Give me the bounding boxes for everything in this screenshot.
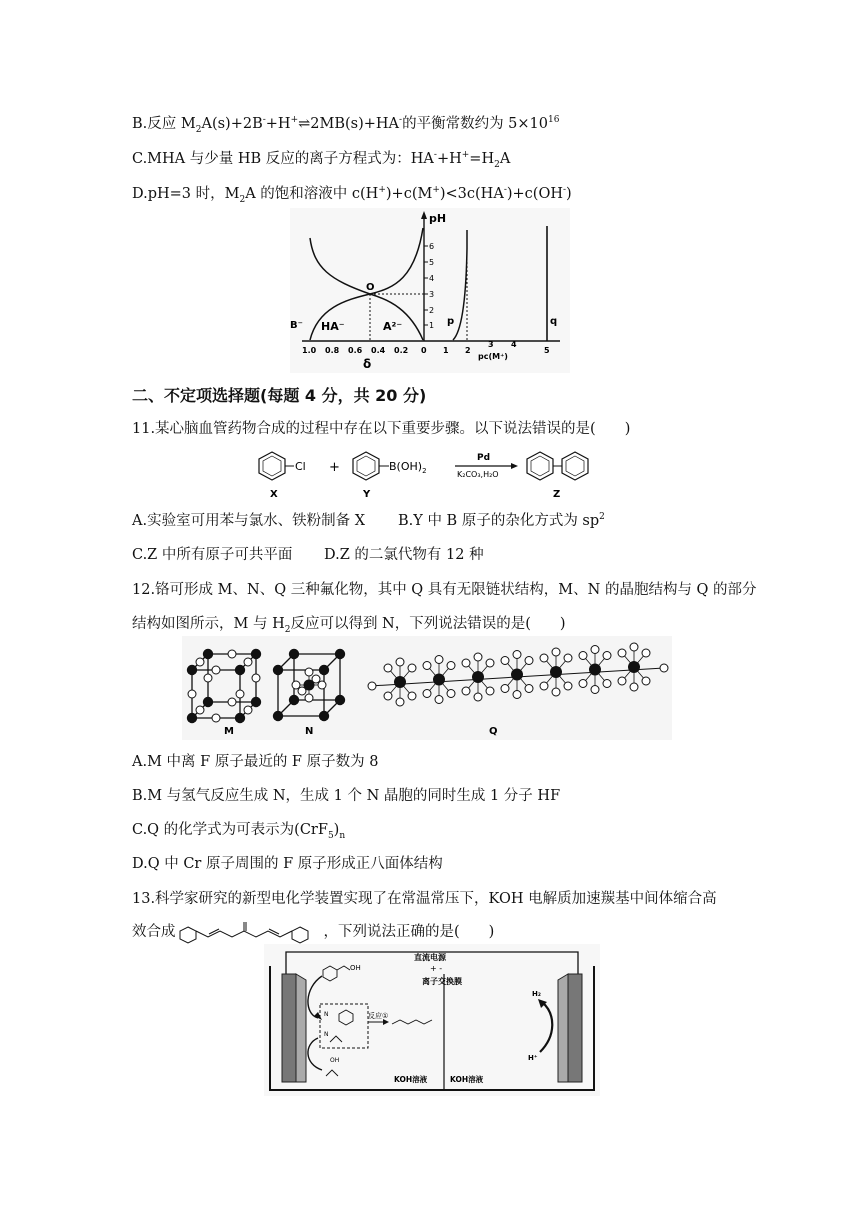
f-atom [525, 657, 533, 665]
q11-option-c: C.Z 中所有原子可共平面 [132, 547, 293, 563]
f-atom [642, 649, 650, 657]
f-atom [591, 686, 599, 694]
delta-tick: 0.2 [394, 346, 409, 355]
oh-label: OH [350, 964, 361, 972]
cr-atom [187, 665, 197, 675]
f-atom [540, 654, 548, 662]
f-atom [579, 652, 587, 660]
f-atom [244, 658, 252, 666]
f-atom [312, 675, 320, 683]
f-atom [513, 651, 521, 659]
f-atom [474, 653, 482, 661]
f-atom [603, 652, 611, 660]
label-x: X [270, 489, 278, 500]
q12-option-b: B.M 与氢气反应生成 N，生成 1 个 N 晶胞的同时生成 1 分子 HF [132, 788, 561, 804]
koh-left-label: KOH溶液 [394, 1075, 428, 1084]
f-atom [603, 680, 611, 688]
q-label: q [550, 316, 558, 327]
f-atom [423, 662, 431, 670]
cr-atom [589, 664, 601, 676]
cr-atom [187, 713, 197, 723]
q12-option-d: D.Q 中 Cr 原子周围的 F 原子形成正八面体结构 [132, 856, 443, 872]
label-z: Z [553, 489, 561, 500]
ph-tick: 5 [429, 258, 435, 267]
f-atom [474, 693, 482, 701]
plus-sign: + [329, 460, 340, 475]
q11-stem: 11.某心脑血管药物合成的过程中存在以下重要步骤。以下说法错误的是( ) [132, 421, 631, 437]
f-atom [396, 658, 404, 666]
q13-stem-line2: 效合成 ，下列说法正确的是( ) [132, 919, 494, 945]
koh-right-label: KOH溶液 [450, 1075, 484, 1084]
reaction-1-label: 反应① [368, 1012, 389, 1020]
q11-option-a: A.实验室可用苯与氯水、铁粉制备 X [132, 513, 366, 529]
q12-crystal-structures [182, 636, 672, 740]
q11-option-b: B.Y 中 B 原子的杂化方式为 $sp^2$ [398, 512, 605, 529]
q12-option-a: A.M 中离 F 原子最近的 F 原子数为 8 [132, 754, 379, 770]
membrane-label: 离子交换膜 [422, 977, 462, 986]
pc-tick: 2 [465, 346, 471, 355]
cr-atom [628, 661, 640, 673]
cr-atom [319, 665, 329, 675]
f-atom [552, 688, 560, 696]
power-supply-label: 直流电源 [414, 953, 446, 962]
cr-atom [511, 669, 523, 681]
delta-tick: 1.0 [302, 346, 317, 355]
f-atom [212, 714, 220, 722]
f-atom [292, 681, 300, 689]
pc-tick: 4 [511, 340, 517, 349]
h2-label: H₂ [532, 990, 541, 998]
q13-stem-line1: 13.科学家研究的新型电化学装置实现了在常温常压下，KOH 电解质加速羰基中间体缩合高 [132, 891, 717, 907]
f-atom [305, 668, 313, 676]
f-atom [435, 696, 443, 704]
f-atom [447, 690, 455, 698]
f-atom [540, 682, 548, 690]
q11-reaction-scheme [252, 442, 622, 504]
f-atom [305, 694, 313, 702]
f-atom [252, 674, 260, 682]
f-atom [196, 706, 204, 714]
f-atom [579, 680, 587, 688]
boronic-acid-group: $B(OH)_2$ [389, 460, 427, 475]
f-atom [396, 698, 404, 706]
cr-atom [235, 665, 245, 675]
ph-axis-label: pH [429, 212, 447, 225]
f-atom [212, 666, 220, 674]
b-label: B⁻ [290, 320, 303, 331]
anode [282, 974, 296, 1082]
pc-tick: 5 [544, 346, 550, 355]
dibenzylideneacetone-structure [176, 919, 324, 945]
label-n: N [305, 726, 314, 737]
cr-atom [319, 711, 329, 721]
q12-stem-line1: 12.铬可形成 M、N、Q 三种氟化物，其中 Q 具有无限链状结构，M、N 的晶胞结构与 Q 的部分 [132, 582, 757, 598]
cr-atom [289, 695, 299, 705]
cr-atom [335, 695, 345, 705]
pc-label: pc(M⁺) [478, 352, 508, 361]
f-atom [462, 687, 470, 695]
f-atom [642, 677, 650, 685]
pc-tick: 1 [443, 346, 449, 355]
cr-atom [433, 674, 445, 686]
cr-atom [335, 649, 345, 659]
f-atom [368, 682, 376, 690]
atom-n2: N [324, 1031, 329, 1038]
delta-tick: 0 [421, 346, 427, 355]
label-q: Q [489, 726, 498, 737]
delta-tick: 0.4 [371, 346, 386, 355]
point-o-label: O [366, 282, 375, 293]
f-atom [630, 683, 638, 691]
cr-atom [251, 697, 261, 707]
cr-atom [273, 665, 283, 675]
a2-label: A²⁻ [383, 320, 403, 333]
ph-tick: 3 [429, 290, 435, 299]
ha-label: HA⁻ [321, 320, 345, 333]
f-atom [564, 682, 572, 690]
f-atom [525, 685, 533, 693]
isopropanol-oh: OH [330, 1057, 340, 1064]
f-atom [236, 690, 244, 698]
cr-atom [394, 676, 406, 688]
f-atom [188, 690, 196, 698]
f-atom [630, 643, 638, 651]
f-atom [228, 650, 236, 658]
section-heading: 二、不定项选择题(每题 4 分，共 20 分) [132, 386, 427, 405]
delta-tick: 0.6 [348, 346, 363, 355]
f-atom [513, 691, 521, 699]
catalyst-label: Pd [477, 453, 491, 463]
f-atom [501, 685, 509, 693]
cathode [568, 974, 582, 1082]
label-m: M [224, 726, 234, 737]
cr-atom [203, 649, 213, 659]
f-atom [552, 648, 560, 656]
f-atom [196, 658, 204, 666]
cl-atom: Cl [295, 460, 306, 473]
ph-tick: 6 [429, 242, 435, 251]
label-y: Y [363, 489, 371, 500]
f-atom [408, 692, 416, 700]
f-atom [501, 657, 509, 665]
f-atom [298, 687, 306, 695]
plus-minus: + - [430, 964, 443, 973]
cr-atom [289, 649, 299, 659]
f-atom [318, 681, 326, 689]
cr-atom [472, 671, 484, 683]
q10-option-c: C.MHA 与少量 HB 反应的离子方程式为：$HA^-+H^+=H_2A$ [132, 150, 511, 170]
f-atom [591, 646, 599, 654]
f-atom [408, 664, 416, 672]
f-atom [660, 664, 668, 672]
q12-stem-line2: 结构如图所示，M 与 $H_2$反应可以得到 N，下列说法错误的是( ) [132, 616, 566, 635]
f-atom [244, 706, 252, 714]
cr-atom [273, 711, 283, 721]
f-atom [228, 698, 236, 706]
q12-option-c: C.Q 的化学式为可表示为$(CrF_5)_n$ [132, 822, 346, 841]
f-atom [618, 677, 626, 685]
ph-tick: 4 [429, 274, 435, 283]
pc-tick: 3 [488, 340, 494, 349]
f-atom [564, 654, 572, 662]
cr-atom [203, 697, 213, 707]
q11-option-d: D.Z 的二氯代物有 12 种 [324, 547, 484, 563]
cr-atom [235, 713, 245, 723]
f-atom [618, 649, 626, 657]
f-atom [435, 656, 443, 664]
f-atom [384, 664, 392, 672]
hplus-label: H⁺ [528, 1054, 538, 1062]
ph-tick: 2 [429, 306, 435, 315]
p-label: p [447, 316, 455, 327]
f-atom [423, 690, 431, 698]
q10-option-b: B.反应 $M_2A(s)+2B^-+H^+\rightleftharpoons 2MB(s)+HA^-$的平衡常数约为 $5\times 10^{16}$ [132, 115, 560, 135]
f-atom [447, 662, 455, 670]
f-atom [462, 659, 470, 667]
q10-option-d: D.pH=3 时，$M_2A$ 的饱和溶液中 c(H+)+c(M+)<3c(HA-)+c(OH-) [132, 185, 572, 205]
q10-ph-chart [290, 208, 570, 373]
cr-atom [550, 666, 562, 678]
f-atom [486, 687, 494, 695]
cr-atom [251, 649, 261, 659]
f-atom [204, 674, 212, 682]
q13-electrochemical-device [264, 944, 600, 1096]
delta-tick: 0.8 [325, 346, 340, 355]
ph-tick: 1 [429, 321, 435, 330]
f-atom [384, 692, 392, 700]
conditions-label: K₂CO₃,H₂O [457, 470, 499, 479]
f-atom [486, 659, 494, 667]
delta-label: δ [363, 357, 372, 371]
atom-n1: N [324, 1011, 329, 1018]
